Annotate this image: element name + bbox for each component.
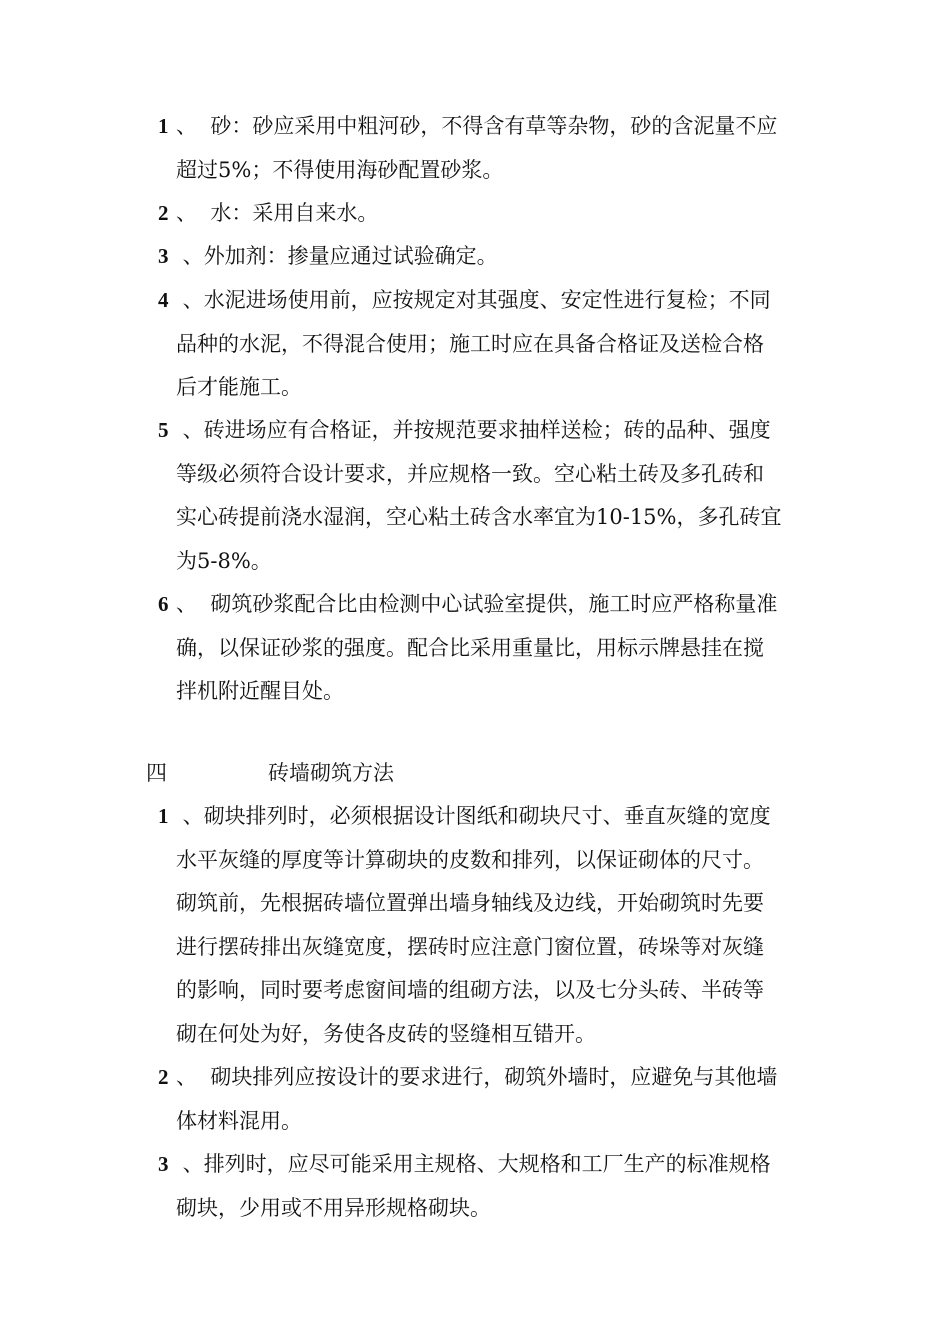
section-number: 四 [146, 761, 167, 785]
item-separator: 、 [176, 804, 204, 828]
item-number: 6 [158, 592, 169, 616]
item-text-line: 砌在何处为好，务使各皮砖的竖缝相互错开。 [176, 1021, 596, 1046]
item-text-line: 排列时，应尽可能采用主规格、大规格和工厂生产的标准规格 [203, 1152, 771, 1176]
list-item-standard-blocks [158, 1143, 818, 1230]
list-item-sand [158, 105, 818, 192]
section-heading [146, 752, 394, 796]
item-text-line: 后才能施工。 [176, 375, 302, 399]
item-text-line: 品种的水泥，不得混合使用；施工时应在具备合格证及送检合格 [176, 331, 764, 356]
item-number: 5 [158, 418, 169, 442]
item-number: 2 [158, 201, 169, 225]
item-separator: 、 [176, 418, 204, 442]
item-separator: 、 [176, 201, 197, 225]
item-text-line: 的影响，同时要考虑窗间墙的组砌方法，以及七分头砖、半砖等 [176, 978, 764, 1002]
item-separator: 、 [176, 1152, 204, 1176]
item-text-line: 砖进场应有合格证，并按规范要求抽样送检；砖的品种、强度 [203, 418, 771, 442]
item-separator: 、 [176, 244, 204, 268]
list-item-design-requirements [158, 1056, 818, 1143]
item-number: 1 [158, 114, 169, 138]
item-text-line: 为5-8%。 [176, 548, 272, 573]
item-text-line: 砌块排列时，必须根据设计图纸和砌块尺寸、垂直灰缝的宽度 [203, 804, 771, 828]
list-item-mortar-ratio [158, 583, 818, 714]
item-text-line: 等级必须符合设计要求，并应规格一致。空心粘土砖及多孔砖和 [176, 461, 764, 486]
item-text-line: 砌块，少用或不用异形规格砌块。 [176, 1195, 491, 1220]
item-text-line: 水平灰缝的厚度等计算砌块的皮数和排列，以保证砌体的尺寸。 [176, 847, 764, 872]
item-number: 2 [158, 1065, 169, 1089]
item-number: 3 [158, 244, 169, 268]
item-separator: 、 [176, 288, 204, 312]
section-title: 砖墙砌筑方法 [268, 761, 394, 785]
item-number: 1 [158, 804, 169, 828]
list-item-block-arrangement [158, 795, 818, 1056]
item-text-line: 砂：砂应采用中粗河砂，不得含有草等杂物，砂的含泥量不应 [197, 114, 778, 138]
item-separator: 、 [176, 592, 197, 616]
list-item-water [158, 192, 818, 236]
item-text-line: 砌块排列应按设计的要求进行，砌筑外墙时，应避免与其他墙 [197, 1065, 778, 1089]
item-text-line: 拌机附近醒目处。 [176, 679, 344, 703]
item-text-line: 实心砖提前浇水湿润，空心粘土砖含水率宜为10-15%，多孔砖宜 [176, 505, 782, 529]
item-text-line: 确，以保证砂浆的强度。配合比采用重量比，用标示牌悬挂在搅 [176, 635, 764, 660]
list-item-cement [158, 279, 818, 410]
item-text-line: 体材料混用。 [176, 1108, 302, 1133]
item-number: 4 [158, 288, 169, 312]
item-text-line: 超过5%；不得使用海砂配置砂浆。 [176, 157, 504, 182]
item-text-line: 砌筑砂浆配合比由检测中心试验室提供，施工时应严格称量准 [197, 592, 778, 616]
list-item-admixture [158, 235, 818, 279]
item-text-line: 水泥进场使用前，应按规定对其强度、安定性进行复检；不同 [203, 288, 771, 312]
list-item-brick [158, 409, 818, 583]
item-text-line: 砌筑前，先根据砖墙位置弹出墙身轴线及边线，开始砌筑时先要 [176, 891, 764, 915]
item-text-line: 进行摆砖排出灰缝宽度，摆砖时应注意门窗位置，砖垛等对灰缝 [176, 934, 764, 959]
item-number: 3 [158, 1152, 169, 1176]
item-text-line: 外加剂：掺量应通过试验确定。 [203, 244, 498, 268]
item-separator: 、 [176, 114, 197, 138]
item-text-line: 水：采用自来水。 [197, 201, 379, 225]
item-separator: 、 [176, 1065, 197, 1089]
